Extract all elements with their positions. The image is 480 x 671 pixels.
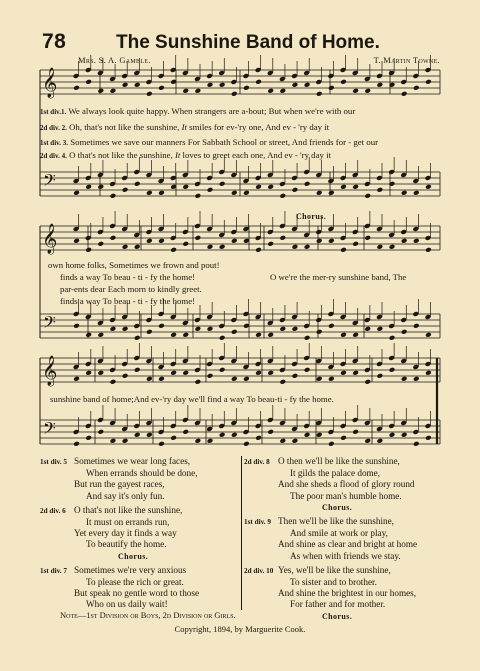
note-head — [292, 438, 299, 444]
note-head — [73, 85, 80, 91]
note-head — [255, 332, 262, 338]
note-head — [195, 235, 202, 241]
note-head — [97, 370, 104, 376]
system3-treble-clef: 𝄞 — [42, 356, 58, 386]
note-head — [425, 370, 432, 376]
note-head — [389, 367, 396, 373]
hymn-title: The Sunshine Band of Home. — [116, 32, 380, 53]
note-head — [73, 190, 80, 196]
note-head — [122, 82, 129, 88]
note-head — [243, 441, 250, 447]
note-head — [401, 329, 408, 335]
stanza-line: And shine as clear and bright at home — [278, 539, 418, 550]
stanza-line: When errands should be done, — [86, 468, 198, 479]
lyricist-credit: Mrs. S. A. Gamble. — [78, 55, 151, 65]
note-head — [377, 373, 384, 379]
note-head — [255, 247, 262, 253]
stanza-division-tag: 2d div. 8 — [244, 458, 270, 466]
note-head — [304, 432, 311, 438]
note-head — [267, 429, 274, 435]
note-head — [231, 329, 238, 335]
note-head — [146, 190, 153, 196]
note-head — [377, 82, 384, 88]
note-head — [146, 91, 153, 97]
stanza — [244, 516, 444, 562]
stanza-line: But speak no gentle word to those — [74, 588, 200, 599]
note-head — [219, 244, 226, 250]
hymn-number: 78 — [42, 30, 67, 53]
note-head — [134, 335, 141, 341]
system1-treble-clef: 𝄞 — [42, 68, 58, 98]
note-head — [292, 187, 299, 193]
note-head — [389, 335, 396, 341]
system2-treble-clef: 𝄞 — [42, 224, 58, 254]
stanza — [40, 505, 240, 562]
note-head — [316, 238, 323, 244]
stanza-line: As when with friends we stay. — [290, 550, 401, 561]
stanza-chorus-cue: Chorus. — [322, 502, 353, 512]
note-head — [279, 379, 286, 385]
note-head — [122, 187, 129, 193]
note-head — [364, 326, 371, 332]
note-head — [255, 370, 262, 376]
note-head — [316, 329, 323, 335]
note-head — [219, 181, 226, 187]
note-head — [73, 238, 80, 244]
system2-line-3: par-ents dear Each morn to kindly greet. — [60, 284, 202, 294]
note-head — [219, 432, 226, 438]
stanza-line — [244, 565, 444, 577]
note-head — [267, 241, 274, 247]
note-head — [364, 438, 371, 444]
stanza — [244, 565, 444, 622]
stanza-line-text: O then we'll be like the sunshine, — [278, 456, 400, 466]
note-head — [316, 190, 323, 196]
note-head — [97, 429, 104, 435]
stanza-line: Who on us daily wait! — [86, 599, 168, 610]
note-head — [231, 432, 238, 438]
note-head — [134, 367, 141, 373]
note-head — [413, 376, 420, 382]
stanza-line: And smile at work or play, — [290, 528, 388, 539]
note-head — [279, 88, 286, 94]
note-head — [134, 181, 141, 187]
note-head — [389, 244, 396, 250]
note-head — [122, 373, 129, 379]
note-head — [170, 247, 177, 253]
note-head — [182, 88, 189, 94]
note-head — [134, 82, 141, 88]
note-head — [255, 79, 262, 85]
note-head — [304, 244, 311, 250]
note-head — [255, 435, 262, 441]
note-head — [182, 184, 189, 190]
system2-line-1: own home folks, Sometimes we frown and pout! — [48, 260, 220, 270]
note-head — [328, 238, 335, 244]
system3-line: sunshine band of home;And ev-'ry day we'll find a way To beau-ti - fy the home. — [50, 394, 334, 404]
stanza-line-text: Sometimes we wear long faces, — [74, 456, 191, 466]
note-head — [425, 79, 432, 85]
note-head — [413, 190, 420, 196]
note-head — [401, 432, 408, 438]
note-head — [292, 82, 299, 88]
verse-line-3: 1st div. 3. Sometimes we save our manners For Sabbath School or street, And friends for - get our — [40, 137, 379, 147]
note-head — [97, 88, 104, 94]
note-head — [73, 441, 80, 447]
column-divider — [241, 456, 242, 610]
note-head — [231, 91, 238, 97]
note-head — [219, 82, 226, 88]
note-head — [304, 367, 311, 373]
note-head — [377, 244, 384, 250]
stanza-line: And she sheds a flood of glory round — [278, 479, 415, 490]
note-head — [425, 332, 432, 338]
note-head — [340, 79, 347, 85]
stanza-line — [244, 456, 444, 468]
note-head — [352, 332, 359, 338]
system2-line-4: finds a way To beau - ti - fy the home! — [60, 296, 196, 306]
stanza-line-text: O that's not like the sunshine, — [74, 504, 183, 515]
note-head — [352, 184, 359, 190]
note-head — [328, 85, 335, 91]
note-head — [97, 241, 104, 247]
stanza-line — [40, 505, 240, 517]
chorus-label: Chorus. — [296, 212, 327, 221]
note-head — [97, 184, 104, 190]
note-head — [207, 373, 214, 379]
note-head — [401, 376, 408, 382]
note-head — [110, 235, 117, 241]
note-head — [146, 238, 153, 244]
note-head — [328, 190, 335, 196]
stanza-line — [40, 456, 240, 468]
chorus-refrain-line: O we're the mer-ry sunshine band, The — [270, 272, 407, 282]
note-head — [85, 184, 92, 190]
note-head — [219, 367, 226, 373]
note-head — [328, 441, 335, 447]
note-head — [146, 376, 153, 382]
note-head — [304, 335, 311, 341]
stanza-line: Yet every day it finds a way — [74, 528, 177, 539]
note-head — [195, 438, 202, 444]
note-head — [364, 193, 371, 199]
stanza-division-tag: 1st div. 7 — [40, 566, 67, 575]
stanza-line: But run the gayest races, — [74, 479, 165, 490]
note-head — [352, 241, 359, 247]
note-head — [425, 247, 432, 253]
system1-bass-clef: 𝄢 — [43, 170, 56, 194]
stanza-line-text: Then we'll be like the sunshine, — [278, 516, 394, 527]
note-head — [158, 441, 165, 447]
stanza-line: To sister and to brother. — [290, 577, 377, 588]
note-head — [219, 335, 226, 341]
note-head — [182, 241, 189, 247]
note-head — [231, 190, 238, 196]
note-head — [425, 184, 432, 190]
note-head — [134, 244, 141, 250]
note-head — [110, 88, 117, 94]
note-head — [122, 438, 129, 444]
note-head — [146, 432, 153, 438]
stanza — [244, 456, 444, 513]
note-head — [158, 323, 165, 329]
note-head — [352, 429, 359, 435]
note-head — [340, 435, 347, 441]
note-head — [413, 441, 420, 447]
note-head — [377, 326, 384, 332]
note-head — [328, 376, 335, 382]
note-head — [340, 332, 347, 338]
note-head — [231, 376, 238, 382]
note-head — [401, 238, 408, 244]
note-head — [425, 435, 432, 441]
note-head — [73, 323, 80, 329]
stanza-line: For father and for mother. — [290, 599, 386, 610]
stanza-line: It must on errands run, — [86, 517, 170, 528]
note-head — [340, 370, 347, 376]
note-head — [279, 438, 286, 444]
stanza-column-right — [244, 456, 444, 625]
note-head — [292, 326, 299, 332]
note-head — [304, 82, 311, 88]
note-head — [292, 373, 299, 379]
note-head — [85, 332, 92, 338]
note-head — [207, 244, 214, 250]
stanza — [40, 456, 240, 502]
note-head — [110, 193, 117, 199]
note-head — [195, 193, 202, 199]
copyright-line: Copyright, 1894, by Marguerite Cook. — [174, 624, 306, 634]
note-head — [413, 323, 420, 329]
stanza-column-left — [40, 456, 240, 614]
note-head — [122, 326, 129, 332]
note-head — [340, 247, 347, 253]
note-head — [389, 432, 396, 438]
stanza-line: It gilds the palace dome, — [290, 468, 381, 479]
note-head — [207, 438, 214, 444]
stanza — [40, 565, 240, 611]
note-head — [85, 370, 92, 376]
note-head — [352, 370, 359, 376]
note-head — [207, 326, 214, 332]
note-head — [243, 190, 250, 196]
note-head — [255, 184, 262, 190]
stanza-chorus-cue: Chorus. — [322, 611, 353, 621]
note-head — [110, 438, 117, 444]
stanza-line-text: Yes, we'll be like the sunshine, — [278, 564, 391, 575]
stanza-line: To please the rich or great. — [86, 577, 184, 588]
note-head — [279, 193, 286, 199]
system2-bass-clef: 𝄢 — [43, 312, 56, 336]
note-head — [401, 190, 408, 196]
note-head — [292, 244, 299, 250]
note-head — [158, 238, 165, 244]
note-head — [267, 332, 274, 338]
note-head — [304, 181, 311, 187]
note-head — [182, 370, 189, 376]
stanza-line — [244, 516, 444, 528]
note-head — [364, 88, 371, 94]
note-head — [85, 79, 92, 85]
note-head — [85, 247, 92, 253]
note-head — [170, 435, 177, 441]
note-head — [364, 235, 371, 241]
note-head — [195, 379, 202, 385]
note-head — [267, 184, 274, 190]
note-head — [279, 326, 286, 332]
stanza-division-tag: 2d div. 10 — [244, 566, 274, 575]
note-head — [340, 184, 347, 190]
note-head — [207, 82, 214, 88]
note-head — [267, 370, 274, 376]
stanza-division-tag: 1st div. 9 — [244, 518, 271, 527]
note-head — [377, 438, 384, 444]
note-head — [267, 88, 274, 94]
note-head — [401, 91, 408, 97]
note-head — [110, 379, 117, 385]
stanza-division-tag: 1st div. 5 — [40, 458, 67, 466]
note-head — [195, 326, 202, 332]
note-head — [122, 244, 129, 250]
note-head — [170, 370, 177, 376]
note-head — [110, 326, 117, 332]
composer-credit: T. Martin Towne. — [373, 55, 440, 65]
note-head — [316, 432, 323, 438]
note-head — [170, 332, 177, 338]
note-head — [413, 85, 420, 91]
note-head — [279, 235, 286, 241]
note-head — [231, 238, 238, 244]
verse-line-2: 2d div. 2. Oh, that's not like the sunshine, It smiles for ev-'ry one, And ev - 'ry day it — [40, 122, 330, 132]
stanza-line — [40, 565, 240, 577]
note-head — [377, 187, 384, 193]
note-head — [316, 91, 323, 97]
note-head — [364, 379, 371, 385]
note-head — [97, 332, 104, 338]
stanza-line: The poor man's humble home. — [290, 490, 402, 501]
note-head — [134, 432, 141, 438]
stanza-division-tag: 2d div. 6 — [40, 506, 66, 515]
stanza-line-text: Sometimes we're very anxious — [74, 564, 187, 575]
stanza-chorus-cue: Chorus. — [118, 551, 149, 561]
note-head — [146, 329, 153, 335]
note-head — [158, 85, 165, 91]
note-head — [413, 238, 420, 244]
note-head — [328, 323, 335, 329]
note-head — [195, 88, 202, 94]
note-head — [85, 435, 92, 441]
verse-line-4: 2d div. 4. O that's not like the sunshine, It loves to greet each one, And ev - 'ry day it — [40, 150, 331, 160]
note-head — [73, 376, 80, 382]
stanza-line: And shine the brightest in our homes, — [278, 588, 417, 599]
note-head — [182, 332, 189, 338]
note-head — [316, 376, 323, 382]
division-note: Note—1st Division or Boys, 2d Division or Girls. — [60, 610, 236, 620]
stanza-line: To beautify the home. — [86, 539, 167, 550]
note-head — [158, 376, 165, 382]
note-head — [158, 190, 165, 196]
system2-line-2: finds a way To beau - ti - fy the home! — [60, 272, 196, 282]
stanza-line: And say it's only fun. — [86, 490, 165, 501]
verse-line-1: 1st div.1. We always look quite happy. When strangers are a-bout; But when we're with our — [40, 106, 356, 116]
note-head — [207, 187, 214, 193]
note-head — [182, 429, 189, 435]
note-head — [243, 376, 250, 382]
note-head — [243, 85, 250, 91]
note-head — [352, 88, 359, 94]
system3-bass-clef: 𝄢 — [43, 418, 56, 442]
